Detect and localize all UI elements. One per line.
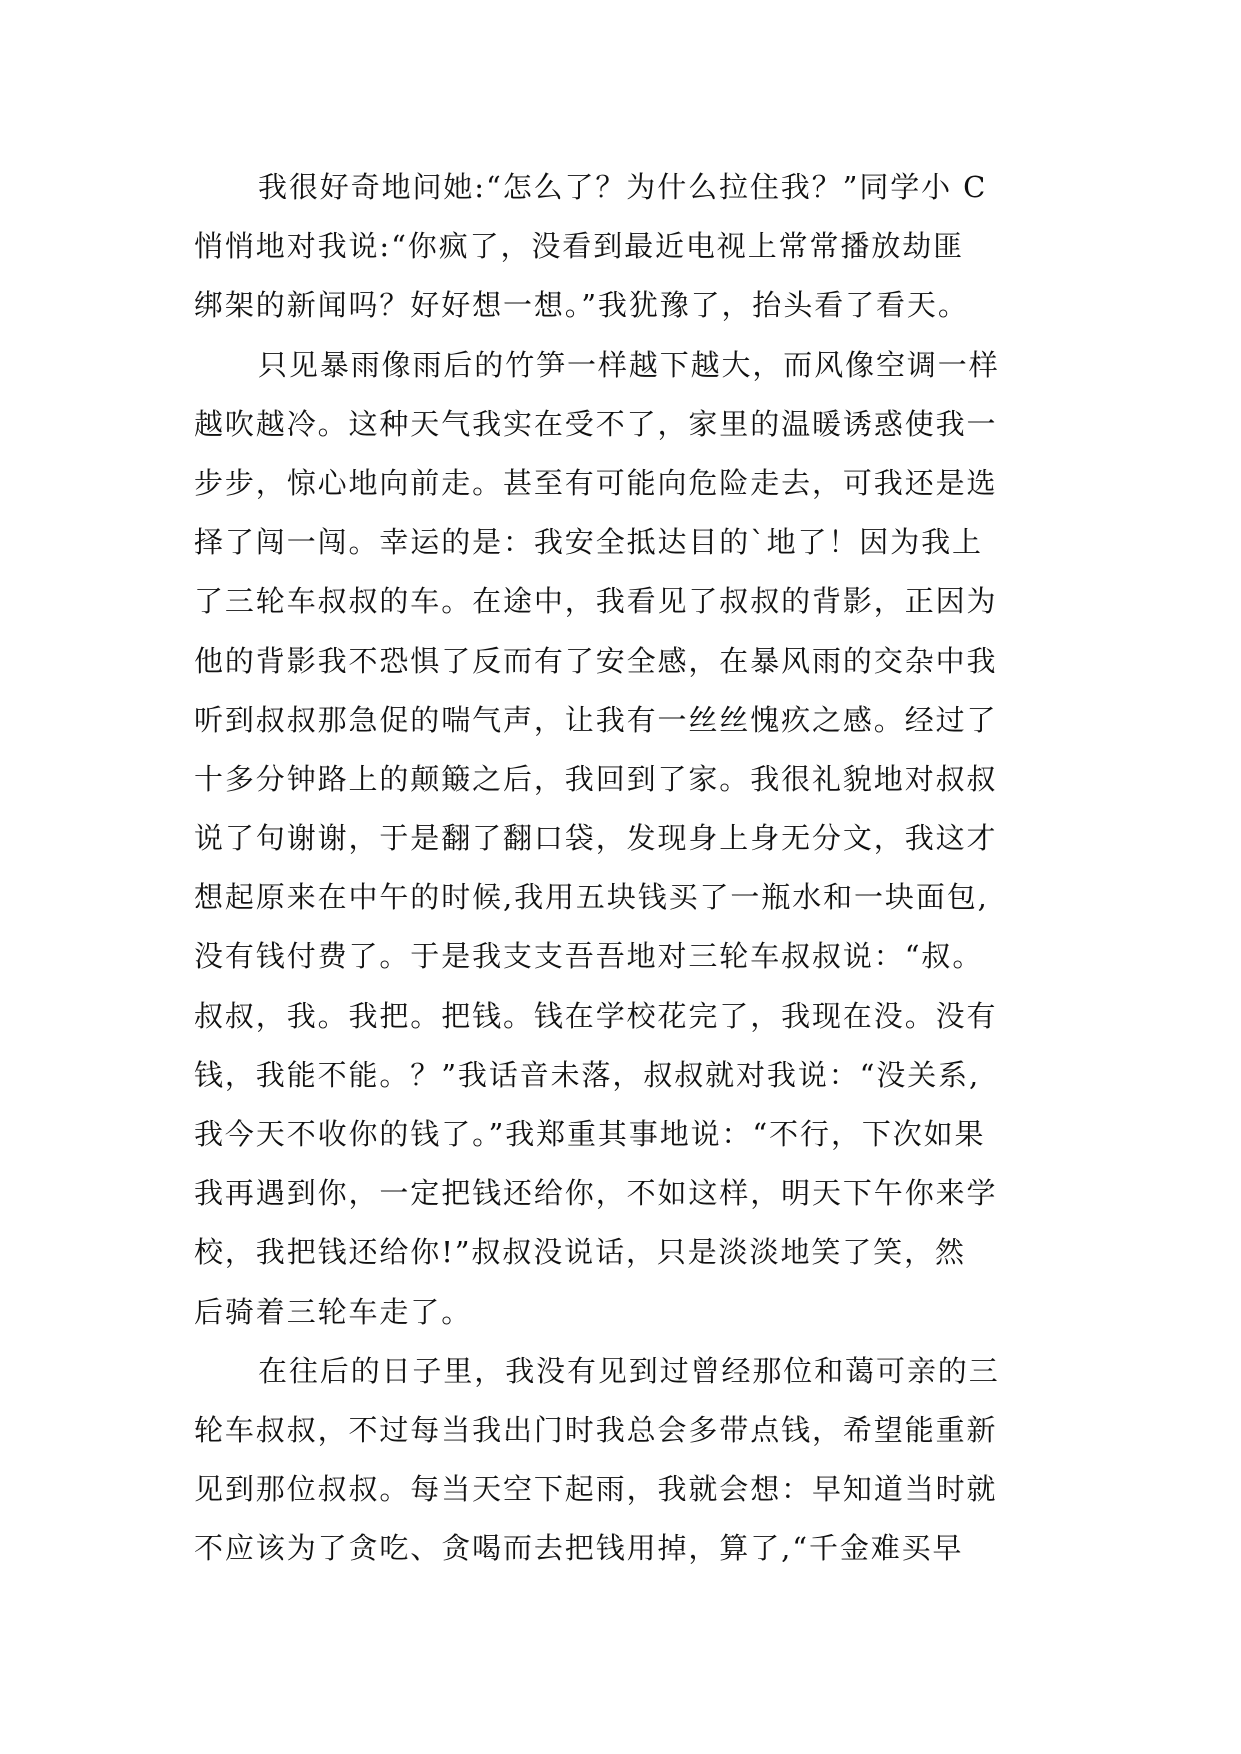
text-line: 步步，惊心地向前走。甚至有可能向危险走去，可我还是选 — [194, 465, 998, 500]
text-line: 在往后的日子里，我没有见到过曾经那位和蔼可亲的三 — [258, 1353, 1000, 1388]
text-line: 说了句谢谢，于是翻了翻口袋，发现身上身无分文，我这才 — [194, 821, 998, 856]
essay-body — [194, 158, 1054, 1579]
text-line: 想起原来在中午的时候,我用五块钱买了一瓶水和一块面包, — [194, 880, 989, 915]
text-line: 没有钱付费了。于是我支支吾吾地对三轮车叔叔说：“叔。 — [194, 939, 984, 974]
text-line: 我很好奇地问她:“怎么了？为什么拉住我？”同学小 C — [258, 170, 988, 204]
text-line: 了三轮车叔叔的车。在途中，我看见了叔叔的背影，正因为 — [194, 584, 998, 619]
text-line: 见到那位叔叔。每当天空下起雨，我就会想：早知道当时就 — [194, 1472, 998, 1507]
text-line: 叔叔，我。我把。把钱。钱在学校花完了，我现在没。没有 — [194, 998, 998, 1033]
text-line: 钱，我能不能。？”我话音未落，叔叔就对我说：“没关系, — [194, 1057, 981, 1092]
text-line: 只见暴雨像雨后的竹笋一样越下越大，而风像空调一样 — [258, 347, 1000, 382]
text-line: 越吹越冷。这种天气我实在受不了，家里的温暖诱惑使我一 — [194, 406, 998, 441]
text-line: 绑架的新闻吗？好好想一想。”我犹豫了，抬头看了看天。 — [194, 288, 969, 323]
text-line: 我再遇到你，一定把钱还给你，不如这样，明天下午你来学 — [194, 1176, 998, 1211]
text-line: 悄悄地对我说:“你疯了，没看到最近电视上常常播放劫匪 — [194, 229, 964, 264]
text-line: 后骑着三轮车走了。 — [194, 1294, 473, 1329]
text-line: 择了闯一闯。幸运的是：我安全抵达目的`地了！因为我上 — [194, 525, 983, 560]
text-line: 轮车叔叔，不过每当我出门时我总会多带点钱，希望能重新 — [194, 1412, 998, 1447]
text-line: 我今天不收你的钱了。”我郑重其事地说：“不行，下次如果 — [194, 1117, 986, 1151]
text-line: 听到叔叔那急促的喘气声，让我有一丝丝愧疚之感。经过了 — [194, 702, 998, 737]
text-line: 十多分钟路上的颠簸之后，我回到了家。我很礼貌地对叔叔 — [194, 761, 998, 796]
text-line: 他的背影我不恐惧了反而有了安全感，在暴风雨的交杂中我 — [194, 643, 998, 678]
text-line: 校，我把钱还给你!”叔叔没说话，只是淡淡地笑了笑，然 — [194, 1235, 966, 1270]
text-line: 不应该为了贪吃、贪喝而去把钱用掉，算了,“千金难买早 — [194, 1531, 964, 1566]
